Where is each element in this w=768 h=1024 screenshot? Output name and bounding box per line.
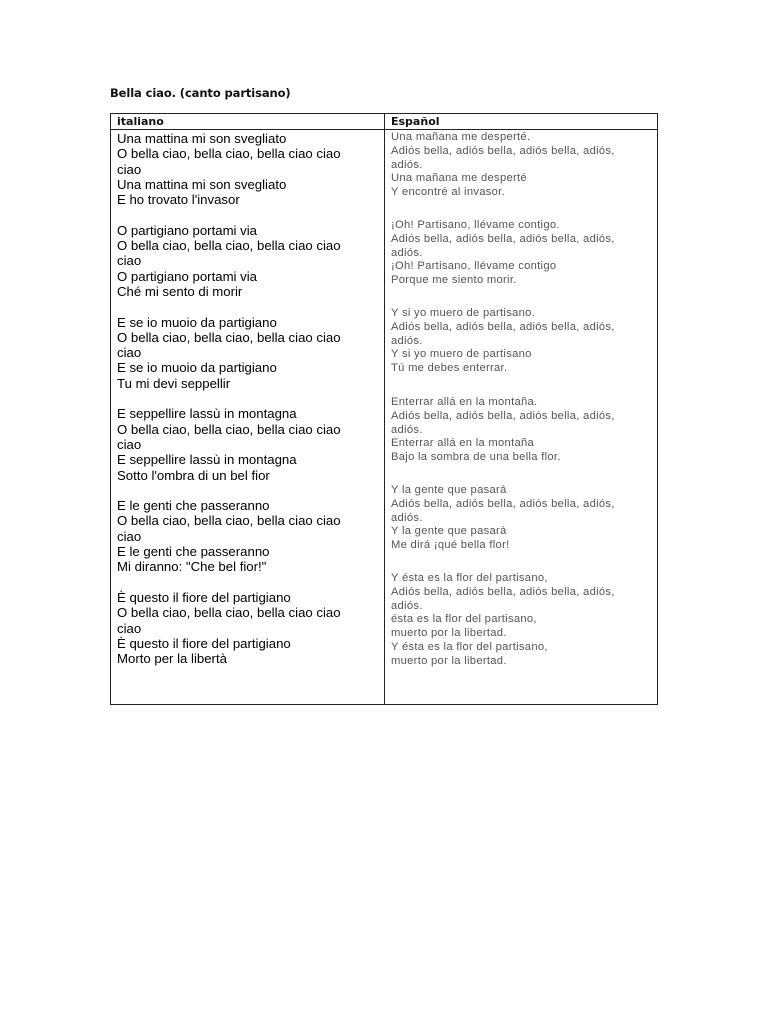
column-divider xyxy=(384,114,385,704)
spanish-lyric-line: Una mañana me desperté. xyxy=(391,131,531,143)
italian-lyric-line: O bella ciao, bella ciao, bella ciao ciao xyxy=(117,513,341,529)
italian-lyric-line: E se io muoio da partigiano xyxy=(117,360,277,376)
spanish-lyric-line: Me dirá ¡qué bella flor! xyxy=(391,539,510,552)
header-italiano: italiano xyxy=(117,115,164,128)
lyrics-table xyxy=(110,113,658,705)
spanish-lyric-line: Y ésta es la flor del partisano, xyxy=(391,572,548,584)
italian-lyric-line: È questo il fiore del partigiano xyxy=(117,635,291,651)
spanish-lyric-line: Y la gente que pasará xyxy=(391,484,507,496)
italian-stanza xyxy=(117,223,379,299)
spanish-stanza xyxy=(391,396,615,465)
italian-stanza xyxy=(117,498,379,574)
italian-lyric-line: E seppellire lassù in montagna xyxy=(117,406,297,422)
spanish-stanza xyxy=(391,572,615,669)
italian-lyric-line: O bella ciao, bella ciao, bella ciao ciao xyxy=(117,329,341,345)
italian-lyric-line: E le genti che passeranno xyxy=(117,498,270,514)
spanish-lyric-line: Enterrar allá en la montaña. xyxy=(391,396,538,408)
spanish-lyric-line: Y si yo muero de partisano. xyxy=(391,307,536,319)
spanish-lyric-line: Enterrar allá en la montaña xyxy=(391,437,535,450)
spanish-lyric-line: Una mañana me desperté xyxy=(391,172,527,185)
spanish-lyric-line: Bajo la sombra de una bella flor. xyxy=(391,451,561,464)
italian-lyric-line: Mi diranno: "Che bel fior!" xyxy=(117,559,267,575)
spanish-lyric-line: Y la gente que pasará xyxy=(391,525,507,538)
italian-stanza xyxy=(117,590,379,666)
spanish-lyric-line: Adiós bella, adiós bella, adiós bella, adiós, xyxy=(391,409,615,422)
italian-lyric-line: Morto per la libertà xyxy=(117,651,227,667)
italian-lyric-line: O bella ciao, bella ciao, bella ciao ciao xyxy=(117,605,341,621)
spanish-lyric-line: muerto por la libertad. xyxy=(391,654,507,667)
italian-stanza xyxy=(117,131,379,207)
spanish-stanza xyxy=(391,131,615,200)
italian-lyric-line: È questo il fiore del partigiano xyxy=(117,589,291,605)
italian-lyric-line: ciao xyxy=(117,436,142,452)
spanish-lyric-line: adiós. xyxy=(391,423,423,436)
italian-lyric-line: O partigiano portami via xyxy=(117,222,258,238)
spanish-lyric-line: ¡Oh! Partisano, llévame contigo xyxy=(391,260,557,273)
spanish-lyric-line: adiós. xyxy=(391,246,423,259)
italian-lyric-line: ciao xyxy=(117,253,142,269)
italian-stanza xyxy=(117,406,379,482)
italian-stanza xyxy=(117,315,379,391)
spanish-lyric-line: Tú me debes enterrar. xyxy=(391,362,508,375)
spanish-lyric-line: Y ésta es la flor del partisano, xyxy=(391,640,548,653)
spanish-lyric-line: adiós. xyxy=(391,334,423,347)
italian-lyric-line: E seppellire lassù in montagna xyxy=(117,452,297,468)
italian-lyric-line: O bella ciao, bella ciao, bella ciao ciao xyxy=(117,146,341,162)
spanish-lyric-line: Adiós bella, adiós bella, adiós bella, adiós, xyxy=(391,232,615,245)
spanish-lyric-line: Y encontré al invasor. xyxy=(391,186,505,199)
spanish-lyric-line: Adiós bella, adiós bella, adiós bella, adiós, xyxy=(391,585,615,598)
italian-lyric-line: O partigiano portami via xyxy=(117,268,258,284)
spanish-lyric-line: Adiós bella, adiós bella, adiós bella, adiós, xyxy=(391,144,615,157)
italian-lyric-line: Tu mi devi seppellir xyxy=(117,375,231,391)
italian-lyric-line: O bella ciao, bella ciao, bella ciao ciao xyxy=(117,421,341,437)
document-title: Bella ciao. (canto partisano) xyxy=(110,86,291,100)
spanish-lyric-line: adiós. xyxy=(391,158,423,171)
spanish-lyric-line: adiós. xyxy=(391,511,423,524)
header-espanol: Español xyxy=(391,115,440,128)
italian-lyric-line: E se io muoio da partigiano xyxy=(117,314,277,330)
spanish-lyric-line: muerto por la libertad. xyxy=(391,627,507,640)
italian-lyric-line: ciao xyxy=(117,528,142,544)
italian-lyric-line: ciao xyxy=(117,620,142,636)
spanish-stanza xyxy=(391,219,615,288)
italian-lyric-line: ciao xyxy=(117,345,142,361)
spanish-lyric-line: Y si yo muero de partisano xyxy=(391,348,532,361)
spanish-lyric-line: Adiós bella, adiós bella, adiós bella, adiós, xyxy=(391,320,615,333)
italian-lyric-line: Ché mi sento di morir xyxy=(117,283,243,299)
spanish-lyric-line: Porque me siento morir. xyxy=(391,274,517,287)
spanish-lyric-line: Adiós bella, adiós bella, adiós bella, adiós, xyxy=(391,497,615,510)
italian-lyric-line: Sotto l'ombra di un bel fior xyxy=(117,467,270,483)
spanish-stanza xyxy=(391,484,615,553)
italian-lyrics-column xyxy=(117,131,379,682)
italian-lyric-line: Una mattina mi son svegliato xyxy=(117,176,287,192)
italian-lyric-line: E le genti che passeranno xyxy=(117,544,270,560)
italian-lyric-line: E ho trovato l'invasor xyxy=(117,192,240,208)
spanish-lyric-line: ésta es la flor del partisano, xyxy=(391,613,537,626)
italian-lyric-line: O bella ciao, bella ciao, bella ciao ciao xyxy=(117,238,341,254)
spanish-stanza xyxy=(391,307,615,376)
italian-lyric-line: ciao xyxy=(117,161,142,177)
spanish-lyric-line: ¡Oh! Partisano, llévame contigo. xyxy=(391,219,560,231)
italian-lyric-line: Una mattina mi son svegliato xyxy=(117,131,287,146)
spanish-lyric-line: adiós. xyxy=(391,599,423,612)
